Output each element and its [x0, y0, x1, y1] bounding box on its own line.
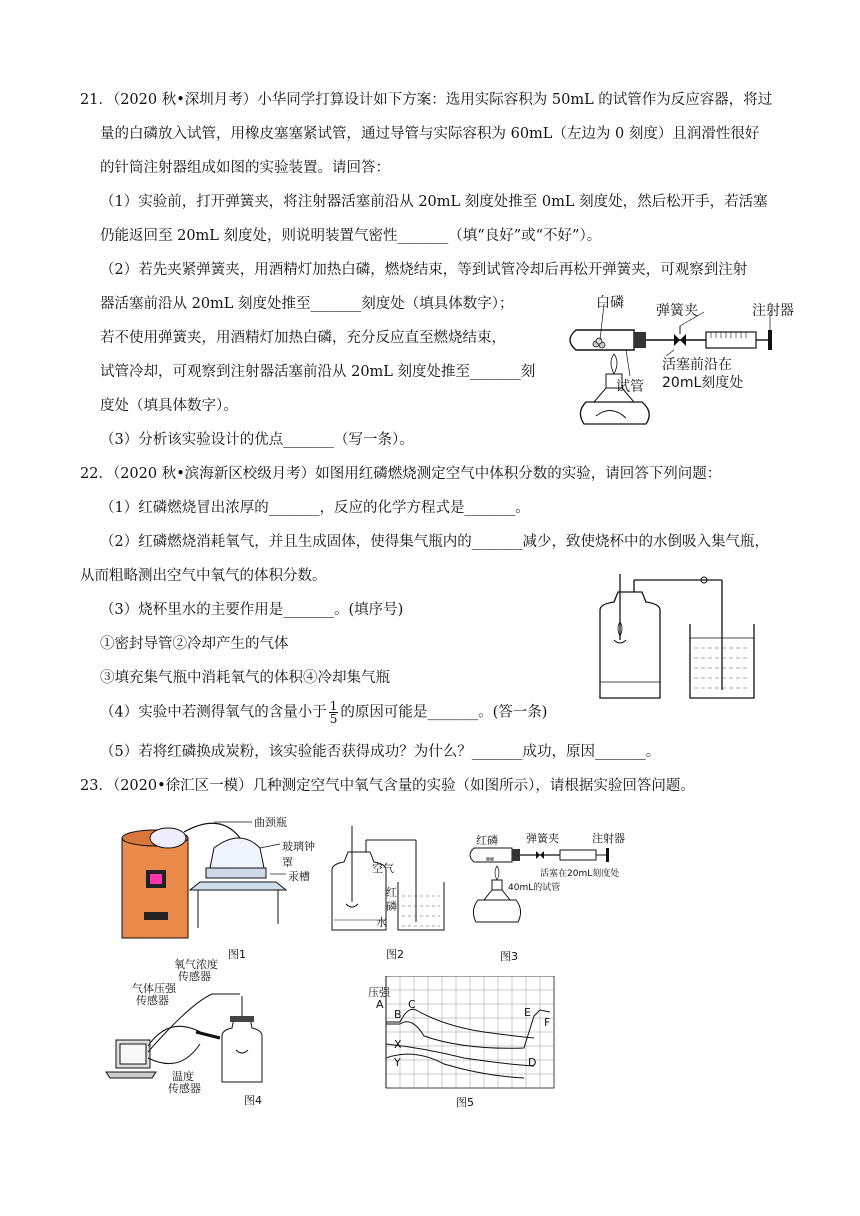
- fig5-point-y: Y: [394, 1056, 401, 1069]
- q22-part1: （1）红磷燃烧冒出浓厚的_______，反应的化学方程式是_______。: [100, 500, 530, 516]
- label-pressure-sensor-1: 气体压强: [132, 982, 176, 995]
- q22-part4: [100, 700, 547, 725]
- label-retort: 曲颈瓶: [254, 816, 287, 829]
- label-piston-20ml: 活塞在20mL刻度处: [540, 869, 620, 879]
- q21-part2c: 若不使用弹簧夹，用酒精灯加热白磷，充分反应直至燃烧结束，: [100, 330, 506, 346]
- q23-fig4: [100, 954, 280, 1106]
- fraction-denominator: 5: [329, 712, 338, 726]
- q21-part2b: 器活塞前沿从 20mL 刻度处推至_______刻度处（填具体数字）；: [100, 296, 514, 312]
- label-piston-1: 活塞前沿在: [662, 357, 732, 373]
- q23-fig5: [364, 976, 564, 1109]
- label-white-phosphorus: 白磷: [596, 295, 624, 311]
- label-o2-sensor-2: 传感器: [178, 970, 211, 983]
- q22-part5: （5）若将红磷换成炭粉，该实验能否获得成功？为什么？_______成功，原因_______。: [100, 744, 661, 760]
- q22-options-3-4: ③填充集气瓶中消耗氧气的体积④冷却集气瓶: [100, 670, 390, 686]
- q21-part3: （3）分析该实验设计的优点_______（写一条）。: [100, 432, 414, 448]
- fig5-point-f: F: [544, 1016, 551, 1029]
- label-red-phosphorus: 红磷: [476, 834, 498, 847]
- label-spring-clip-2: 弹簧夹: [526, 832, 559, 845]
- fig3-caption: 图3: [500, 950, 518, 963]
- fig2-drawing: [326, 822, 456, 934]
- spring-clip: [674, 326, 686, 346]
- fig5-point-b: B: [394, 1008, 402, 1021]
- label-test-tube: 试管: [616, 379, 644, 395]
- q22-part2a: （2）红磷燃烧消耗氧气，并且生成固体，使得集气瓶内的_______减少，致使烧杯中的水倒吸入集气瓶，: [100, 534, 769, 550]
- q22-options-1-2: ①密封导管②冷却产生的气体: [100, 636, 289, 652]
- fig5-point-c: C: [408, 998, 416, 1011]
- q21-head: 21．（2020 秋•深圳月考）小华同学打算设计如下方案：选用实际容积为 50mL 的试管作为反应容器，将过: [80, 92, 773, 108]
- q21-apparatus-figure: [556, 292, 806, 430]
- q22-head: 22．（2020 秋•滨海新区校级月考）如图用红磷燃烧测定空气中体积分数的实验，请回答下列问题：: [80, 466, 722, 482]
- q22-apparatus-figure: [590, 570, 790, 706]
- label-spring-clip: 弹簧夹: [656, 303, 698, 319]
- label-piston-2: 20mL刻度处: [662, 375, 744, 391]
- label-syringe-2: 注射器: [592, 832, 625, 845]
- q22-apparatus-drawing: [590, 570, 790, 706]
- fraction-numerator: 1: [329, 699, 338, 713]
- label-red-2: 磷: [386, 900, 397, 913]
- q21-part2a: （2）若先夹紧弹簧夹，用酒精灯加热白磷，燃烧结束，等到试管冷却后再松开弹簧夹，可观察到注射: [100, 262, 748, 278]
- fig4-caption: 图4: [244, 1094, 262, 1107]
- q21-part2d: 试管冷却，可观察到注射器活塞前沿从 20mL 刻度处推至_______刻: [100, 364, 536, 380]
- label-water: 水: [376, 916, 387, 929]
- q21-part1b: 仍能返回至 20mL 刻度处，则说明装置气密性_______（填“良好”或“不好”）。: [100, 228, 602, 244]
- fig5-y-label: 压强: [368, 986, 390, 999]
- label-40ml-tube: 40mL的试管: [508, 883, 561, 893]
- label-pressure-sensor-2: 传感器: [136, 994, 169, 1007]
- q21-part1a: （1）实验前，打开弹簧夹，将注射器活塞前沿从 20mL 刻度处推至 0mL 刻度处，然后松开手，若活塞: [100, 194, 768, 210]
- fig5-point-a: A: [376, 998, 384, 1011]
- fig5-drawing: [364, 976, 564, 1090]
- q21-part2e: 度处（填具体数字）。: [100, 398, 238, 414]
- q21-line3: 的针筒注射器组成如图的实验装置。请回答：: [100, 160, 390, 176]
- q22-part3: （3）烧杯里水的主要作用是_______。(填序号): [100, 602, 404, 618]
- label-syringe: 注射器: [752, 303, 794, 319]
- fig1-caption: 图1: [228, 948, 246, 961]
- q21-line2: 量的白磷放入试管，用橡皮塞塞紧试管，通过导管与实际容积为 60mL（左边为 0 刻度）且润滑性很好: [100, 126, 760, 142]
- label-red-1: 红: [386, 886, 397, 899]
- label-temp-sensor-1: 温度: [172, 1070, 194, 1083]
- q22-part4-lead: （4）实验中若测得氧气的含量小于: [100, 704, 327, 721]
- q22-part4-tail: 的原因可能是_______。(答一条): [340, 704, 548, 721]
- q23-head: 23．（2020•徐汇区一模）几种测定空气中氧气含量的实验（如图所示），请根据实验回答问题。: [80, 778, 695, 794]
- q22-part2b: 从而粗略测出空气中氧气的体积分数。: [80, 568, 327, 584]
- fig5-point-d: D: [528, 1056, 537, 1069]
- label-air: 空气: [372, 862, 394, 875]
- fig5-point-e: E: [524, 1006, 531, 1019]
- label-mercury-trough: 汞槽: [288, 870, 310, 883]
- q23-fig2: [326, 822, 456, 960]
- label-temp-sensor-2: 传感器: [168, 1082, 201, 1095]
- q23-fig3: [460, 826, 630, 962]
- fig2-caption: 图2: [386, 948, 404, 961]
- fraction-one-fifth: [329, 700, 339, 725]
- white-phosphorus-lump: [593, 338, 605, 348]
- q23-fig1: [110, 808, 320, 961]
- label-bell-jar: 玻璃钟罩: [282, 840, 315, 869]
- fig5-caption: 图5: [456, 1096, 474, 1109]
- label-o2-sensor-1: 氧气浓度: [174, 958, 218, 971]
- fig5-point-x: X: [394, 1038, 402, 1051]
